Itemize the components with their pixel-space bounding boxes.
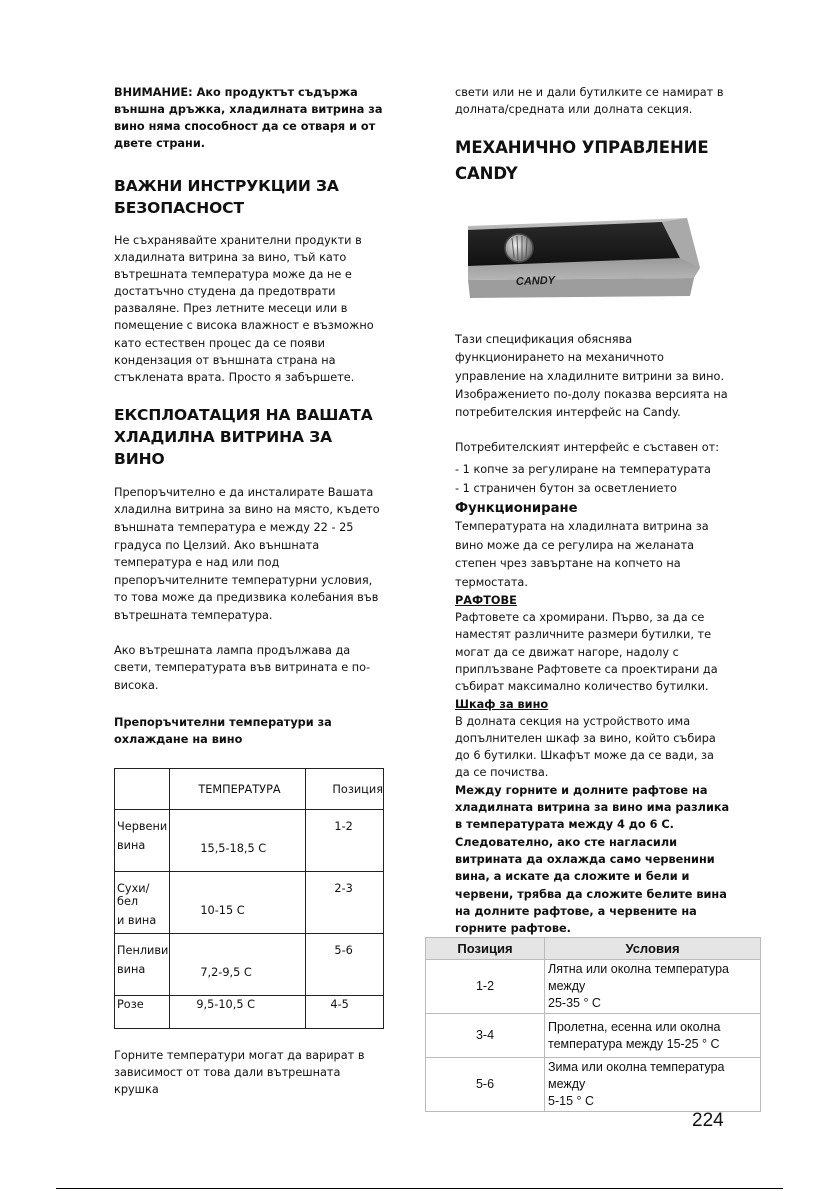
function-text: Температурата на хладилната витрина за вино може да се регулира на желаната степен чрез завъртане на копчето на термостата. [455,520,709,589]
table-header-cell: Условия [545,938,761,960]
wine-name: Червени [117,820,168,834]
table-header-cell: Позиция [306,769,384,810]
condition-line: Лятна или околна температура между [548,962,729,993]
condition-line: Зима или околна температура между [548,1060,725,1091]
position-value: 5-6 [334,944,353,958]
warning-text: ВНИМАНИЕ: Ако продуктът съдържа външна дръжка, хладилната витрина за вино няма способност да се отваря и от двете страни. [114,86,383,150]
wine-cell [115,996,170,1029]
wine-cell [115,934,170,996]
table-header-row [115,769,384,810]
mech-heading: МЕХАНИЧНО УПРАВЛЕНИЕ CANDY [455,138,709,183]
table-row [115,934,384,996]
conditions-table [425,937,761,1112]
temperature-table [114,768,384,1029]
safety-heading: ВАЖНИ ИНСТРУКЦИИ ЗА БЕЗОПАСНОСТ [114,177,339,217]
cabinet-text: В долната секция на устройството има допълнителен шкаф за вино, който събира до 6 бутилки. Шкафът може да се вади, за да се почиства. [455,714,716,780]
condition-cell [545,1058,761,1112]
table-header-cell: ТЕМПЕРАТУРА [170,769,306,810]
temp-value: 9,5-10,5 C [196,998,256,1012]
wine-name: Сухи/бел [117,882,150,909]
continuation-text: свети или не и дали бутилките се намират в долната/средната или долната секция. [455,86,724,116]
shelves-text: Рафтовете са хромирани. Първо, за да се наместят различните размери бутилки, те могат да се движат нагоре, надолу с приплъзване Рафтовете са проектирани да събират максимално количество бутилки. [455,611,718,694]
footer-divider [56,1188,783,1189]
safety-text: Не съхранявайте хранителни продукти в хладилната витрина за вино, тъй като вътрешната температура може да не е достатъчно студена да предотврати разваляне. През летните месеци или в помещение с висока влажност е възможно като естествен процес да се появи кондензация от външната страна на стъклената врата. Просто я забършете. [114,234,374,384]
table-row [115,810,384,872]
wine-cell [115,810,170,872]
position-value: 2-3 [334,882,353,896]
temp-cell [170,996,306,1029]
cabinet-heading: Шкаф за вино [455,697,549,711]
temp-cell [170,934,306,996]
wine-name: и вина [117,914,157,928]
temp-value: 7,2-9,5 C [200,966,252,980]
shelves-heading: РАФТОВЕ [455,594,517,608]
wine-name: Пенливи [117,944,169,958]
position-value: 4-5 [330,998,349,1012]
temperature-difference-text: Между горните и долните рафтове на хладилната витрина за вино има разлика в температурата между 4 до 6 С. Следователно, ако сте нагласили витрината да охлажда само червенини вина, а искате да сложите и бели и червени, трябва да сложите белите вина на долните рафтове, а червените на горните рафтове. [455,783,730,936]
ui-item: - 1 страничен бутон за осветлението [455,482,677,496]
table-header-cell: Позиция [426,938,545,960]
table-row [426,1014,761,1058]
position-cell: 5-6 [426,1058,545,1112]
wine-name: Розе [117,998,144,1012]
position-value: 1-2 [334,820,353,834]
position-cell [306,996,384,1029]
wine-name: вина [117,963,146,977]
lamp-text: Ако вътрешната лампа продължава да свети, температурата във витрината е по-висока. [114,643,371,692]
operation-text: Препоръчително е да инсталирате Вашата хладилна витрина за вино на място, където външната температура е между 22 - 25 градуса по Целзий. Ако външната температура е над или под препоръчителните температурни условия, то това може да предизвика колебания във вътрешната температура. [114,485,380,622]
operation-heading: ЕКСПЛОАТАЦИЯ НА ВАШАТА ХЛАДИЛНА ВИТРИНА ЗА ВИНО [114,405,373,468]
condition-line: Пролетна, есенна или околна [548,1019,721,1034]
footer-text: Горните температури могат да варират в зависимост от това дали вътрешната крушка [114,1049,365,1097]
spec-text: Тази спецификация обяснява функционирането на механичното управление на хладилните витрини за вино. Изображението по-долу показва версията на потребителския интерфейс на Candy. [455,333,728,420]
table-header-row [426,938,761,960]
condition-line: 5-15 ° C [548,1094,594,1108]
temp-cell [170,872,306,934]
ui-item: - 1 копче за регулиране на температурата [455,463,711,477]
position-cell [306,872,384,934]
wine-name: вина [117,839,146,853]
condition-cell [545,1014,761,1058]
function-heading: Функциониране [455,501,578,517]
position-cell [306,810,384,872]
wine-cell [115,872,170,934]
candy-control-panel-image [462,208,702,306]
table-row [426,1058,761,1112]
table-row [115,872,384,934]
condition-line: температура между 15-25 ° C [548,1036,720,1051]
condition-line: 25-35 ° C [548,996,601,1010]
position-cell: 3-4 [426,1014,545,1058]
page-number: 224 [692,1110,724,1131]
table-row [426,960,761,1014]
temp-cell [170,810,306,872]
temp-value: 15,5-18,5 C [200,842,267,856]
recommended-heading: Препоръчителни температури за охлаждане на вино [114,716,332,747]
ui-consists-text: Потребителският интерфейс е съставен от: [455,441,720,455]
thermostat-knob-icon [505,234,533,262]
position-cell: 1-2 [426,960,545,1014]
temp-value: 10-15 C [200,904,245,918]
candy-logo-text: CANDY [515,274,556,288]
table-header-cell [115,769,170,810]
left-column [114,84,386,1098]
position-cell [306,934,384,996]
table-row [115,996,384,1029]
condition-cell [545,960,761,1014]
